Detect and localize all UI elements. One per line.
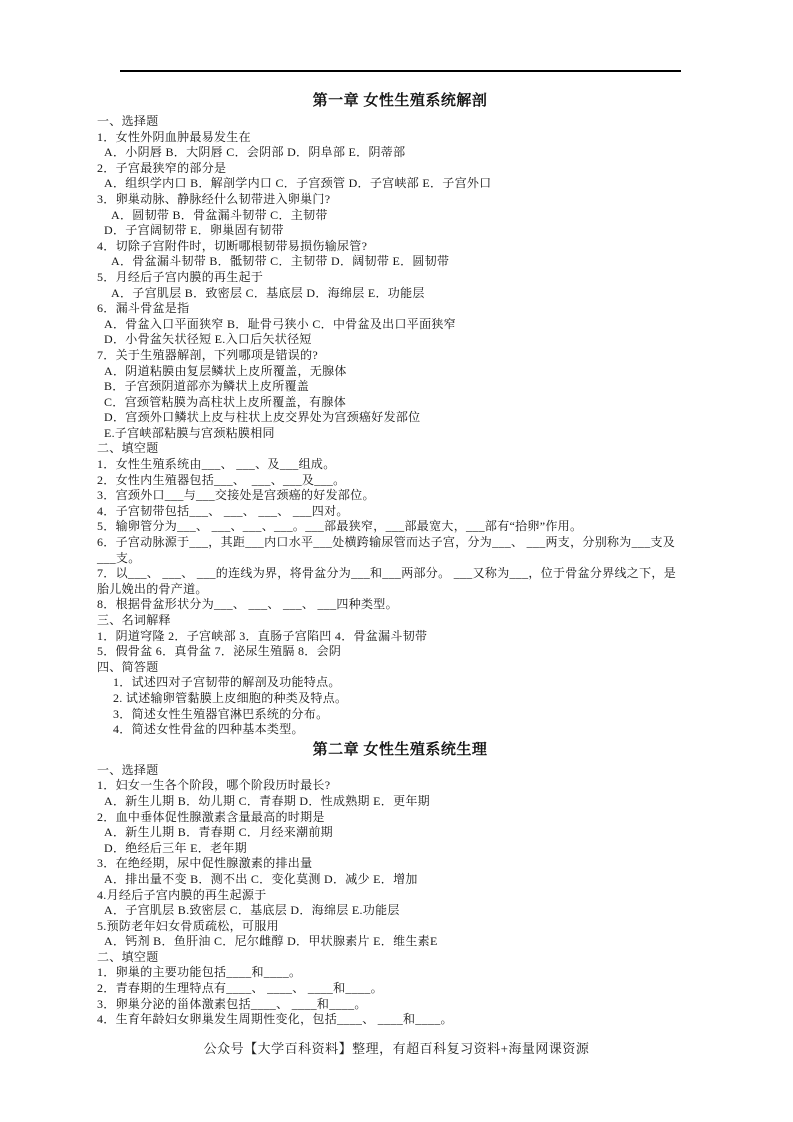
footer-note: 公众号【大学百科资料】整理，有超百科复习资料+海量网课资源 [203,1041,590,1056]
question-line: 3．在绝经期，尿中促性腺激素的排出量 [97,856,313,871]
continuation-line: 胎儿娩出的骨产道。 [97,581,208,596]
chapter-title: 第二章 女性生殖系统生理 [312,741,488,758]
option-line: A．阴道粘膜由复层鳞状上皮所覆盖，无腺体 [104,363,347,378]
question-line: 3．卵巢分泌的甾体激素包括____、 ____和____。 [97,996,367,1011]
document-body [97,91,703,1028]
question-line: 5．月经后子宫内膜的再生起于 [97,269,264,284]
question-line: 8．根据骨盆形状分为___、 ___、 ___、 ___四种类型。 [97,597,398,612]
option-line: D．小骨盆矢状径短 E.入口后矢状径短 [104,332,312,347]
option-line: C．宫颈管粘膜为高柱状上皮所覆盖，有腺体 [104,394,347,409]
question-line: 2．子宫最狭窄的部分是 [97,160,227,175]
option-line: A．骨盆漏斗韧带 B．骶韧带 C．主韧带 D．阔韧带 E．圆韧带 [111,254,450,269]
subquestion-line: 4．简述女性骨盆的四种基本类型。 [113,722,304,737]
question-line: 2．青春期的生理特点有____、 ____、 ____和____。 [97,981,383,996]
chapter-section [97,91,703,738]
question-line: 4.月经后子宫内膜的再生起源于 [97,887,267,902]
subquestion-line: 3．简述女性生殖器官淋巴系统的分布。 [113,706,329,721]
option-line: E.子宫峡部粘膜与宫颈粘膜相同 [104,425,275,440]
option-line: A．骨盆入口平面狭窄 B．耻骨弓狭小 C．中骨盆及出口平面狭窄 [104,316,456,331]
option-line: A．子宫肌层 B．致密层 C．基底层 D．海绵层 E．功能层 [111,285,425,300]
question-line: 4．子宫韧带包括___、 ___、 ___、 ___四对。 [97,503,349,518]
section-heading: 四、简答题 [97,659,159,674]
question-line: 7．关于生殖器解剖，下列哪项是错误的? [97,347,319,362]
section-heading: 一、选择题 [97,114,159,128]
question-line: 1．女性外阴血肿最易发生在 [97,129,251,144]
subquestion-line: 1．试述四对子宫韧带的解剖及功能特点。 [113,675,341,690]
section-heading: 二、填空题 [97,441,159,456]
question-line: 6．子宫动脉源于___，其距___内口水平___处横跨输尿管而达子宫，分为___、 ___两支，分别称为___支及 [97,535,676,550]
option-line: A．子宫肌层 B.致密层 C．基底层 D．海绵层 E.功能层 [104,903,400,918]
question-line: 5.预防老年妇女骨质疏松，可服用 [97,918,279,933]
continuation-line: ___支。 [97,550,141,565]
option-line: A．新生儿期 B．青春期 C．月经来潮前期 [104,825,333,840]
option-line: A．排出量不变 B．测不出 C．变化莫测 D．减少 E．增加 [104,871,418,886]
option-line: A．圆韧带 B．骨盆漏斗韧带 C．主韧带 [111,207,328,222]
question-line: 1．妇女一生各个阶段，哪个阶段历时最长? [97,778,331,793]
option-line: A．组织学内口 B．解剖学内口 C．子宫颈管 D．子宫峡部 E．子宫外口 [104,176,492,191]
subquestion-line: 2. 试述输卵管黏膜上皮细胞的种类及特点。 [113,690,348,705]
section-heading: 二、填空题 [97,949,159,964]
header-rule [120,70,681,72]
question-line: 1．阴道穹隆 2．子宫峡部 3．直肠子宫陷凹 4．骨盆漏斗韧带 [97,628,428,643]
question-line: 6．漏斗骨盆是指 [97,301,190,316]
question-line: 4．生育年龄妇女卵巢发生周期性变化，包括____、 ____和____。 [97,1012,453,1027]
question-line: 5．输卵管分为___、 ___、___、___。___部最狭窄，___部最宽大，___部有“拾卵”作用。 [97,519,583,534]
question-line: 7．以___、 ___、 ___的连线为界，将骨盆分为___和___两部分。 ___又称为___，位于骨盆分界线之下，是 [97,566,677,581]
option-line: D．绝经后三年 E．老年期 [104,840,247,855]
question-line: 5．假骨盆 6．真骨盆 7．泌尿生殖膈 8．会阴 [97,644,342,659]
option-line: D．宫颈外口鳞状上皮与柱状上皮交界处为宫颈癌好发部位 [104,410,421,425]
option-line: D．子宫阔韧带 E．卵巢固有韧带 [104,223,284,238]
question-line: 2．女性内生殖器包括___、 ___、___及___。 [97,472,346,487]
question-line: 1．女性生殖系统由___、 ___、及___组成。 [97,457,336,472]
section-heading: 一、选择题 [97,762,159,777]
chapter-title: 第一章 女性生殖系统解剖 [312,93,488,109]
chapter-section [97,740,703,1028]
question-line: 2．血中垂体促性腺激素含量最高的时期是 [97,809,325,824]
section-heading: 三、名词解释 [97,613,171,627]
question-line: 1．卵巢的主要功能包括____和____。 [97,965,302,980]
question-line: 3．卵巢动脉、静脉经什么韧带进入卵巢门? [97,191,331,206]
option-line: A．小阴唇 B．大阴唇 C．会阴部 D．阴阜部 E．阴蒂部 [104,145,406,160]
question-line: 3．宫颈外口___与___交接处是宫颈癌的好发部位。 [97,488,375,503]
question-line: 4．切除子宫附件时，切断哪根韧带易损伤输尿管? [97,238,368,253]
option-line: A．钙剂 B．鱼肝油 C．尼尔雌醇 D．甲状腺素片 E．维生素E [104,934,438,949]
option-line: A．新生儿期 B．幼儿期 C．青春期 D．性成熟期 E．更年期 [104,793,430,808]
option-line: B．子宫颈阴道部亦为鳞状上皮所覆盖 [104,379,310,394]
